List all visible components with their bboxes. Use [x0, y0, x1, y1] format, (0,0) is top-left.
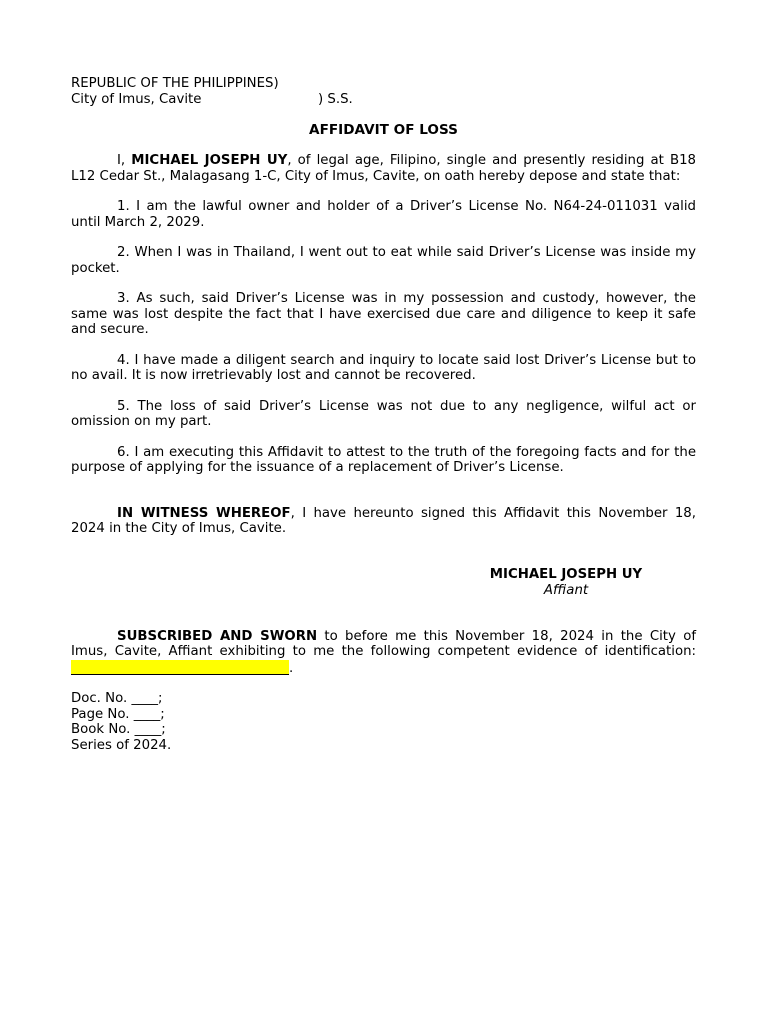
item-5: 5. The loss of said Driver’s License was not due to any negligence, wilful act or omission on my part. — [71, 398, 696, 429]
item-4: 4. I have made a diligent search and inquiry to locate said lost Driver’s License but to no avail. It is now irretrievably lost and cannot be recovered. — [71, 352, 696, 383]
signature-role: Affiant — [543, 582, 589, 598]
caption-republic: REPUBLIC OF THE PHILIPPINES) — [71, 76, 279, 91]
jurat-paragraph: SUBSCRIBED AND SWORN to before me this November 18, 2024 in the City of Imus, Cavite, Affiant exhibiting to me the following competent evidence of identification: . — [71, 628, 697, 676]
signature-name: MICHAEL JOSEPH UY — [489, 566, 643, 582]
series-year: Series of 2024. — [71, 737, 172, 753]
notarial-register — [71, 691, 696, 753]
item-3: 3. As such, said Driver’s License was in my possession and custody, however, the same was lost despite the fact that I have exercised due care and diligence to keep it safe and secure. — [71, 291, 696, 337]
document-title: AFFIDAVIT OF LOSS — [309, 122, 458, 138]
caption-city: City of Imus, Cavite — [71, 92, 202, 107]
caption-ss: ) S.S. — [318, 92, 353, 107]
intro-paragraph: I, MICHAEL JOSEPH UY, of legal age, Filipino, single and presently residing at B18 L12 Cedar St., Malagasang 1-C, City of Imus, Cavite, on oath hereby depose and state that: — [71, 153, 697, 184]
item-1: 1. I am the lawful owner and holder of a Driver’s License No. N64-24-011031 valid until March 2, 2029. — [71, 199, 696, 230]
item-6: 6. I am executing this Affidavit to attest to the truth of the foregoing facts and for the purpose of applying for the issuance of a replacement of Driver’s License. — [71, 444, 696, 475]
page-number: Page No. ____; — [71, 706, 165, 722]
venue-caption — [71, 76, 696, 108]
doc-number: Doc. No. ____; — [71, 691, 163, 706]
affidavit-document — [71, 76, 696, 753]
item-2: 2. When I was in Thailand, I went out to eat while said Driver’s License was inside my pocket. — [71, 245, 696, 276]
witness-paragraph: IN WITNESS WHEREOF, I have hereunto signed this Affidavit this November 18, 2024 in the City of Imus, Cavite. — [71, 505, 696, 536]
book-number: Book No. ____; — [71, 722, 166, 737]
signature-block — [451, 567, 681, 599]
affiant-name: MICHAEL JOSEPH UY — [131, 153, 288, 168]
identification-blank[interactable] — [71, 660, 289, 675]
